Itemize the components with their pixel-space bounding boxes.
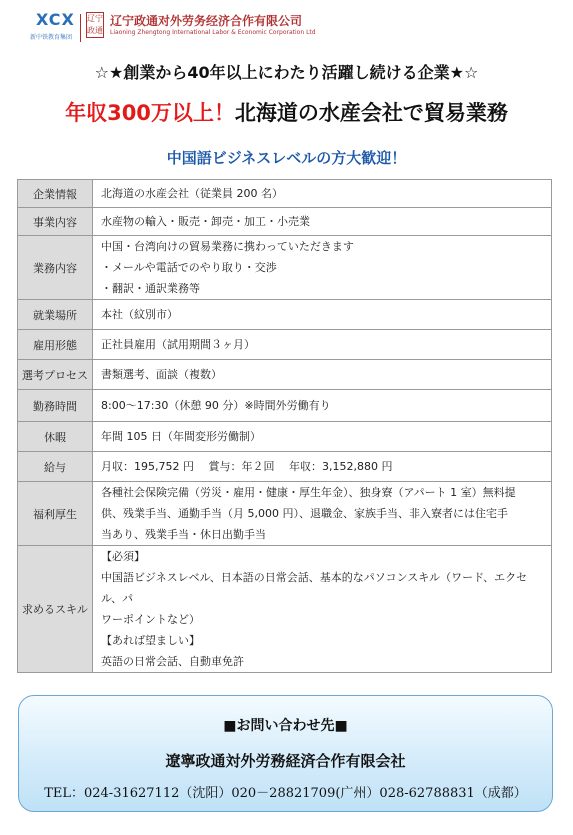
table-row <box>18 208 552 236</box>
logo-divider <box>80 14 81 42</box>
table-row <box>18 300 552 330</box>
row-value <box>93 208 552 236</box>
table-row <box>18 482 552 546</box>
group-logo <box>30 10 76 46</box>
row-label: 業務内容 <box>18 236 93 300</box>
row-value <box>93 300 552 330</box>
row-value-line: ・翻訳・通訳業務等 <box>101 282 200 295</box>
company-name-cn: 辽宁政通对外劳务经济合作有限公司 <box>110 14 303 28</box>
row-label: 事業内容 <box>18 208 93 236</box>
row-value-line: 8:00～17:30（休憩 90 分）※時間外労働有り <box>101 399 331 412</box>
row-value <box>93 422 552 452</box>
row-label: 福利厚生 <box>18 482 93 546</box>
contact-box <box>18 695 553 812</box>
row-value <box>93 546 552 673</box>
row-value-line: 正社員雇用（試用期間３ヶ月） <box>101 338 255 351</box>
row-value <box>93 360 552 390</box>
contact-title: ■お問い合わせ先■ <box>223 718 348 734</box>
row-value-line: 当あり、残業手当・休日出勤手当 <box>101 528 266 541</box>
row-value-line: 中国語ビジネスレベル、日本語の日常会話、基本的なパソコンスキル（ワード、エクセル、パ <box>101 571 528 605</box>
row-value-line: ・メールや電話でのやり取り・交渉 <box>101 261 277 274</box>
row-value-line: 【あれば望ましい】 <box>101 634 200 647</box>
job-info-table <box>17 179 552 673</box>
row-label: 雇用形態 <box>18 330 93 360</box>
row-value-line: 北海道の水産会社（従業員 200 名） <box>101 187 283 200</box>
group-logo-mark: XCX <box>36 10 75 29</box>
contact-phones: TEL：024-31627112（沈阳）020－28821709(广州）028-62788831（成都） <box>44 786 527 801</box>
row-value <box>93 330 552 360</box>
company-name-en: Liaoning Zhengtong International Labor & Economic Corporation Ltd <box>110 29 316 36</box>
row-label: 企業情報 <box>18 180 93 208</box>
table-row <box>18 236 552 300</box>
row-value-line: ワーポイントなど） <box>101 613 200 626</box>
header <box>30 10 316 46</box>
row-label: 勤務時間 <box>18 390 93 422</box>
row-value-line: 年間 105 日（年間変形労働制） <box>101 430 261 443</box>
subheadline: 中国語ビジネスレベルの方大歓迎！ <box>166 149 407 167</box>
table-row <box>18 180 552 208</box>
row-label: 選考プロセス <box>18 360 93 390</box>
table-row <box>18 546 552 673</box>
headline-job: 北海道の水産会社で貿易業務 <box>234 101 508 125</box>
row-label: 就業場所 <box>18 300 93 330</box>
row-label: 求めるスキル <box>18 546 93 673</box>
headline <box>0 97 573 127</box>
table-row <box>18 360 552 390</box>
tagline: ☆★創業から40年以上にわたり活躍し続ける企業★☆ <box>94 63 479 82</box>
row-value-line: 月収：195,752 円 賞与：年２回 年収：3,152,880 円 <box>101 460 393 473</box>
row-label: 給与 <box>18 452 93 482</box>
company-seal-logo: 辽宁政通 <box>86 12 104 38</box>
row-value <box>93 482 552 546</box>
table-row <box>18 422 552 452</box>
row-label: 休暇 <box>18 422 93 452</box>
row-value-line: 書類選考、面談（複数） <box>101 368 222 381</box>
row-value <box>93 390 552 422</box>
row-value-line: 中国・台湾向けの貿易業務に携わっていただきます <box>101 240 354 253</box>
contact-company: 遼寧政通対外労務経済合作有限会社 <box>165 752 406 770</box>
group-logo-caption: 新中铁教育集团 <box>30 34 73 41</box>
row-value-line: 供、残業手当、通勤手当（月 5,000 円）、退職金、家族手当、非入寮者には住宅手 <box>101 507 508 520</box>
table-row <box>18 390 552 422</box>
row-value-line: 【必須】 <box>101 550 145 563</box>
row-value <box>93 236 552 300</box>
row-value-line: 本社（紋別市） <box>101 308 178 321</box>
row-value-line: 各種社会保険完備（労災・雇用・健康・厚生年金）、独身寮（アパート 1 室）無料提 <box>101 486 516 499</box>
table-row <box>18 452 552 482</box>
headline-salary: 年収300万以上！ <box>65 101 235 125</box>
row-value <box>93 180 552 208</box>
row-value <box>93 452 552 482</box>
row-value-line: 水産物の輸入・販売・卸売・加工・小売業 <box>101 215 310 228</box>
row-value-line: 英語の日常会話、自動車免許 <box>101 655 244 668</box>
table-row <box>18 330 552 360</box>
